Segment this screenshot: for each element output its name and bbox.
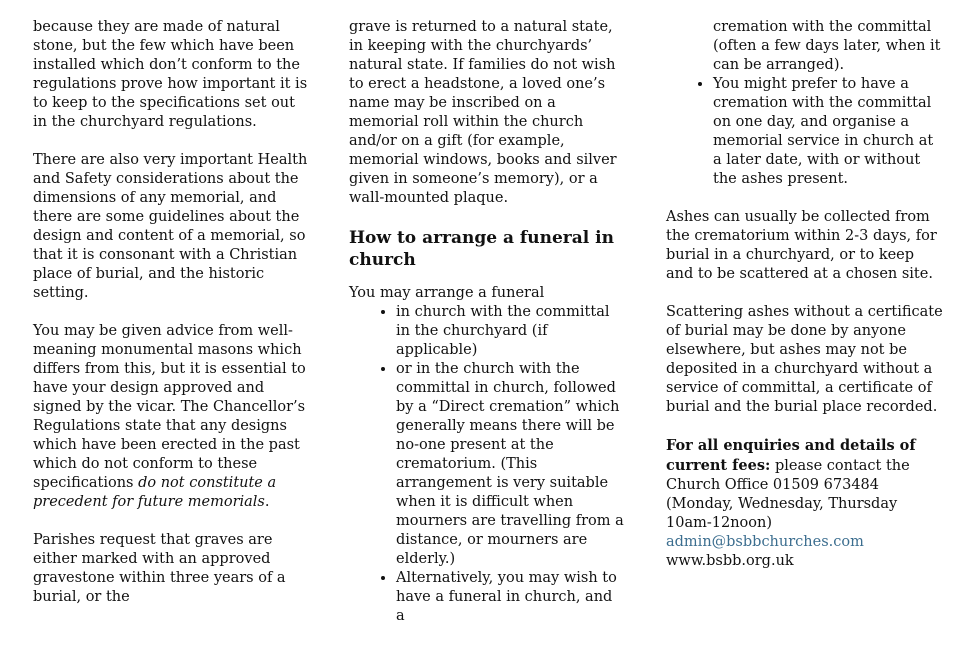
mason-advice-end: . [264,494,270,510]
list-item: • in church with the committal in the churchyard (if applicable) [396,303,624,360]
funeral-intro: You may arrange a funeral [349,285,545,301]
list-item: • or in the church with the committal in church, followed by a “Direct cremation” which generally means there will be no-one present at the crematorium. (This arrangement is very suitable when it is difficult when mourners are travelling from a distance, or mourners are elderly.) [396,360,624,569]
website-text: www.bsbb.org.uk [666,553,794,569]
paragraph-health-safety: There are also very important Health and Safety considerations about the dimensions of any memorial, and there are some guidelines about the design and content of a memorial, so that it is consonant with a Christian place of burial, and the historic setting. [33,152,308,301]
email-link[interactable]: admin@bsbbchurches.com [666,534,864,550]
funeral-options-list-continued [666,75,944,189]
list-item-continuation: cremation with the committal (often a few days later, when it can be arranged). [713,19,941,73]
paragraph-mason-advice [33,322,308,512]
funeral-options-list [349,303,624,626]
list-item: • You might prefer to have a cremation with the committal on one day, and organise a memorial service in church at a later date, with or without the ashes present. [713,75,944,189]
column-1 [33,18,308,626]
column-3 [666,18,944,571]
list-item: • Alternatively, you may wish to have a funeral in church, and a [396,569,624,626]
paragraph-gravestone-request: Parishes request that graves are either marked with an approved gravestone within three years of a burial, or the [33,532,286,605]
precedent-italic-text: do not constitute a precedent for future memorials [33,475,277,510]
funeral-heading: How to arrange a funeral in church [349,228,614,270]
paragraph-natural-state: grave is returned to a natural state, in keeping with the churchyards’ natural state. If families do not wish to erect a headstone, a loved one’s name may be inscribed on a memorial roll within the church and/or on a gift (for example, memorial windows, books and silver given in someone’s memory), or a wall-mounted plaque. [349,19,617,206]
mason-advice-text: You may be given advice from well-meaning monumental masons which differs from this, but it is essential to have your design approved and signed by the vicar. The Chancellor’s Regulations state that any designs which have been erected in the past which do not conform to these specifications [33,323,306,491]
paragraph-ashes-collection: Ashes can usually be collected from the crematorium within 2-3 days, for burial in a churchyard, or to keep and to be scattered at a chosen site. [666,209,937,282]
paragraph-scattering-ashes: Scattering ashes without a certificate of burial may be done by anyone elsewhere, but ashes may not be deposited in a churchyard without a service of committal, a certificate of burial and the burial place recorded. [666,304,943,415]
contact-block [666,436,944,571]
contact-bold-label: For all enquiries and details of current fees: [666,437,916,474]
contact-details: please contact the Church Office 01509 673484 (Monday, Wednesday, Thursday 10am-12noon) [666,458,910,531]
paragraph-natural-stone: because they are made of natural stone, but the few which have been installed which don’t conform to the regulations prove how important it is to keep to the specifications set out in the churchyard regulations. [33,19,308,130]
column-2 [349,18,624,645]
